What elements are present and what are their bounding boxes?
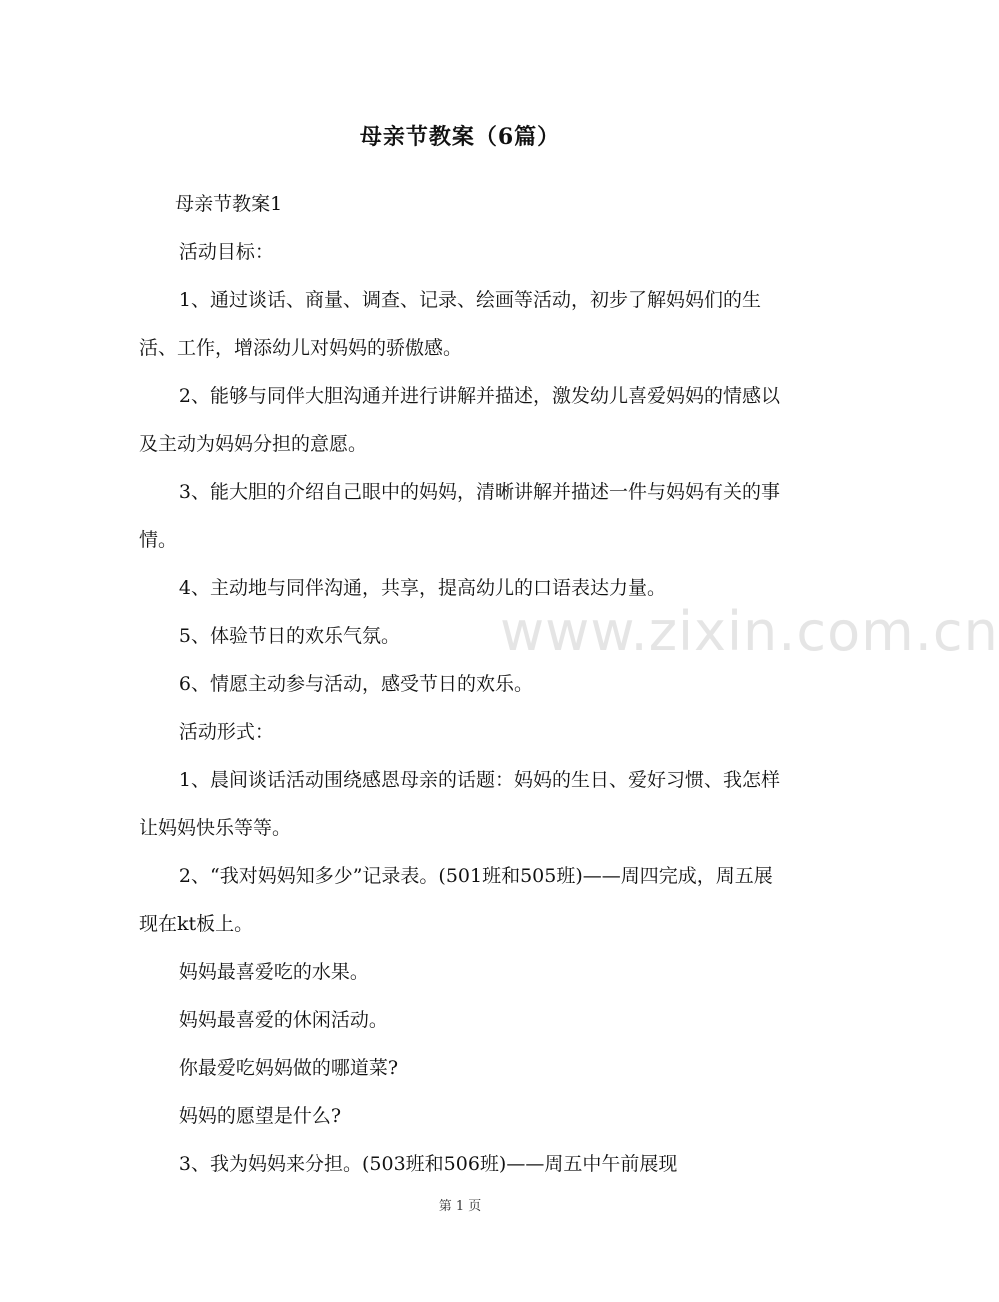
paragraph: 活动目标： — [178, 241, 274, 263]
paragraph: 妈妈的愿望是什么? — [178, 1105, 342, 1127]
document-title: 母亲节教案（6篇） — [359, 124, 561, 150]
paragraph: 2、能够与同伴大胆沟通并进行讲解并描述，激发幼儿喜爱妈妈的情感以及主动为妈妈分担的意愿。 — [139, 385, 780, 455]
paragraph: 妈妈最喜爱的休闲活动。 — [178, 1009, 388, 1031]
watermark: www.zixin.com.cn — [500, 600, 999, 663]
paragraph: 2、“我对妈妈知多少”记录表。(501班和505班)——周四完成，周五展现在kt板上。 — [139, 865, 773, 935]
paragraph: 3、能大胆的介绍自己眼中的妈妈，清晰讲解并描述一件与妈妈有关的事情。 — [139, 481, 780, 551]
section-heading: 母亲节教案1 — [175, 193, 283, 215]
paragraph: 1、通过谈话、商量、调查、记录、绘画等活动，初步了解妈妈们的生活、工作，增添幼儿对妈妈的骄傲感。 — [139, 289, 761, 359]
paragraph: 6、情愿主动参与活动，感受节日的欢乐。 — [178, 673, 533, 695]
page-number: 第 1 页 — [438, 1199, 482, 1214]
paragraph: 5、体验节日的欢乐气氛。 — [178, 625, 400, 647]
document-body — [139, 180, 784, 1188]
paragraph: 3、我为妈妈来分担。(503班和506班)——周五中午前展现 — [178, 1153, 678, 1175]
paragraph: 妈妈最喜爱吃的水果。 — [178, 961, 369, 983]
paragraph: 4、主动地与同伴沟通，共享，提高幼儿的口语表达力量。 — [178, 577, 666, 599]
paragraph: 活动形式： — [178, 721, 274, 743]
paragraph: 你最爱吃妈妈做的哪道菜? — [178, 1057, 399, 1079]
paragraph: 1、晨间谈话活动围绕感恩母亲的话题：妈妈的生日、爱好习惯、我怎样让妈妈快乐等等。 — [139, 769, 780, 839]
